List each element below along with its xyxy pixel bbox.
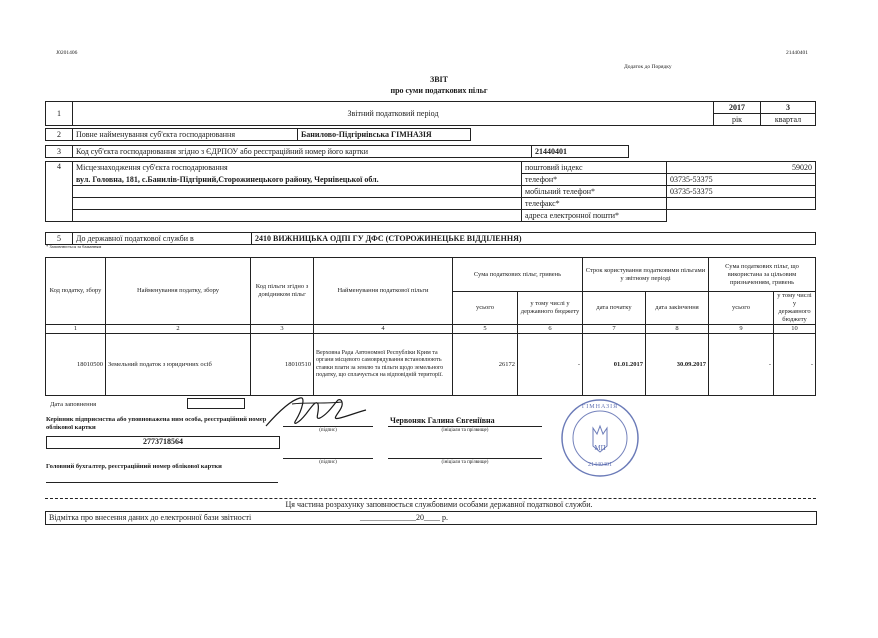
accountant-signature-caption: (підпис)	[319, 460, 337, 465]
head-name: Червоняк Галина Євгеніївна	[390, 416, 495, 425]
row-num: 5	[46, 233, 73, 245]
col-sum-group: Сума податкових пільг, гривень	[453, 258, 583, 292]
entity-name-table	[45, 128, 816, 141]
email-label: адреса електронної пошти*	[522, 210, 667, 222]
stamp-text: ГІМНАЗІЯ	[581, 404, 619, 410]
period-year: 2017	[714, 102, 761, 114]
col-start: дата початку	[583, 292, 646, 325]
period-label: Звітний податковий період	[73, 102, 714, 126]
row-num: 1	[46, 102, 73, 126]
row-num: 2	[46, 129, 73, 141]
accountant-name-caption: (ініціали та прізвище)	[441, 460, 489, 465]
col-end: дата закінчення	[646, 292, 709, 325]
fill-date-field	[187, 398, 245, 409]
entity-code-table	[45, 145, 816, 158]
period-table	[45, 101, 816, 126]
annex-note: Додаток до Порядку	[624, 64, 672, 70]
col-num: 2	[106, 325, 251, 334]
table-row	[46, 334, 816, 396]
entity-code-value: 21440401	[532, 146, 629, 158]
head-label: Керівник підприємства або уповноважена ним особа, реєстраційний номер облікової картки	[46, 416, 267, 431]
footnote: * Заповнюється за бажанням	[46, 244, 102, 249]
col-used-group: Сума податкових пільг, що використана за цільовим призначенням, гривень	[709, 258, 816, 292]
col-used-state: у тому числі у державного бюджету	[774, 292, 816, 325]
col-sum-total: усього	[453, 292, 518, 325]
tax-office-table	[45, 232, 816, 245]
report-subtitle: про суми податкових пільг	[390, 86, 488, 95]
mobile-value: 03735-53375	[667, 186, 816, 198]
db-entry-date: ______________20____ р.	[360, 513, 448, 522]
cell-start: 01.01.2017	[583, 334, 646, 396]
col-num: 9	[709, 325, 774, 334]
cell-tax-name: Земельний податок з юридичних осіб	[106, 334, 251, 396]
office-note: Ця частина розрахунку заповнюється службовими особами державної податкової служби.	[285, 500, 593, 509]
stamp-center: МП	[594, 444, 606, 452]
col-num: 6	[518, 325, 583, 334]
col-sum-state: у тому числі у державного бюджету	[518, 292, 583, 325]
cell-sum-total: 26172	[453, 334, 518, 396]
fill-date-label: Дата заповнення	[50, 401, 97, 408]
tax-office-value: 2410 ВИЖНИЦЬКА ОДПІ ГУ ДФС (СТОРОЖИНЕЦЬКЕ ВІДДІЛЕННЯ)	[252, 233, 816, 245]
period-quarter: 3	[761, 102, 816, 114]
col-term-group: Строк користування податковими пільгами у звітному періоді	[583, 258, 709, 292]
entity-name-label: Повне найменування суб'єкта господарювання	[73, 129, 298, 141]
tax-office-label: До державної податкової служби в	[73, 233, 252, 245]
col-num: 10	[774, 325, 816, 334]
email-value	[667, 210, 816, 222]
col-num: 1	[46, 325, 106, 334]
row-num: 4	[46, 162, 73, 222]
postal-value: 59020	[667, 162, 816, 174]
mobile-label: мобільний телефон*	[522, 186, 667, 198]
cell-used-state: -	[774, 334, 816, 396]
col-benefit-name: Найменування податкової пільги	[314, 258, 453, 325]
column-numbers-row	[46, 325, 816, 334]
benefits-table	[45, 257, 816, 396]
cell-benefit-name: Верховна Рада Автономної Республіки Крим та органи місцевого самоврядування встановлюють ставки плати за землю та пільги щодо земельного податку, що сплачується на відповідній території.	[314, 334, 453, 396]
cell-end: 30.09.2017	[646, 334, 709, 396]
phone-value: 03735-53375	[667, 174, 816, 186]
fax-value	[667, 198, 816, 210]
name-caption: (ініціали та прізвище)	[441, 428, 489, 433]
col-benefit-code: Код пільги згідно з довідником пільг	[251, 258, 314, 325]
db-entry-box	[45, 511, 817, 525]
form-code-right: 21440401	[786, 50, 808, 56]
cell-benefit-code: 18010510	[251, 334, 314, 396]
col-tax-name: Найменування податку, збору	[106, 258, 251, 325]
col-num: 8	[646, 325, 709, 334]
quarter-label: квартал	[761, 114, 816, 126]
year-label: рік	[714, 114, 761, 126]
stamp-code: 21440401	[588, 462, 612, 468]
col-num: 7	[583, 325, 646, 334]
cell-sum-state: -	[518, 334, 583, 396]
official-stamp	[560, 398, 640, 478]
phone-label: телефон*	[522, 174, 667, 186]
signature-caption: (підпис)	[319, 428, 337, 433]
address-table	[45, 161, 816, 222]
fax-label: телефакс*	[522, 198, 667, 210]
address-value: вул. Головна, 181, с.Банилів-Підгірний,Сторожинецького району, Чернівецької обл.	[73, 174, 522, 186]
form-code-left: J0201406	[56, 50, 78, 56]
col-used-total: усього	[709, 292, 774, 325]
entity-code-label: Код суб'єкта господарювання згідно з ЄДРПОУ або реєстраційний номер його картки	[73, 146, 532, 158]
row-num: 3	[46, 146, 73, 158]
cell-tax-code: 18010500	[46, 334, 106, 396]
entity-name-value: Банилово-Підгірнівська ГІМНАЗІЯ	[298, 129, 471, 141]
head-id-value: 2773718564	[46, 436, 280, 449]
db-entry-label: Відмітка про внесення даних до електронної бази звітності	[49, 513, 252, 522]
postal-label: поштовий індекс	[522, 162, 667, 174]
col-num: 5	[453, 325, 518, 334]
accountant-label: Головний бухгалтер, реєстраційний номер облікової картки	[46, 463, 222, 470]
address-label: Місцезнаходження суб'єкта господарювання	[73, 162, 522, 174]
col-num: 3	[251, 325, 314, 334]
col-tax-code: Код податку, збору	[46, 258, 106, 325]
report-title: ЗВІТ	[429, 75, 448, 84]
cell-used-total: -	[709, 334, 774, 396]
col-num: 4	[314, 325, 453, 334]
